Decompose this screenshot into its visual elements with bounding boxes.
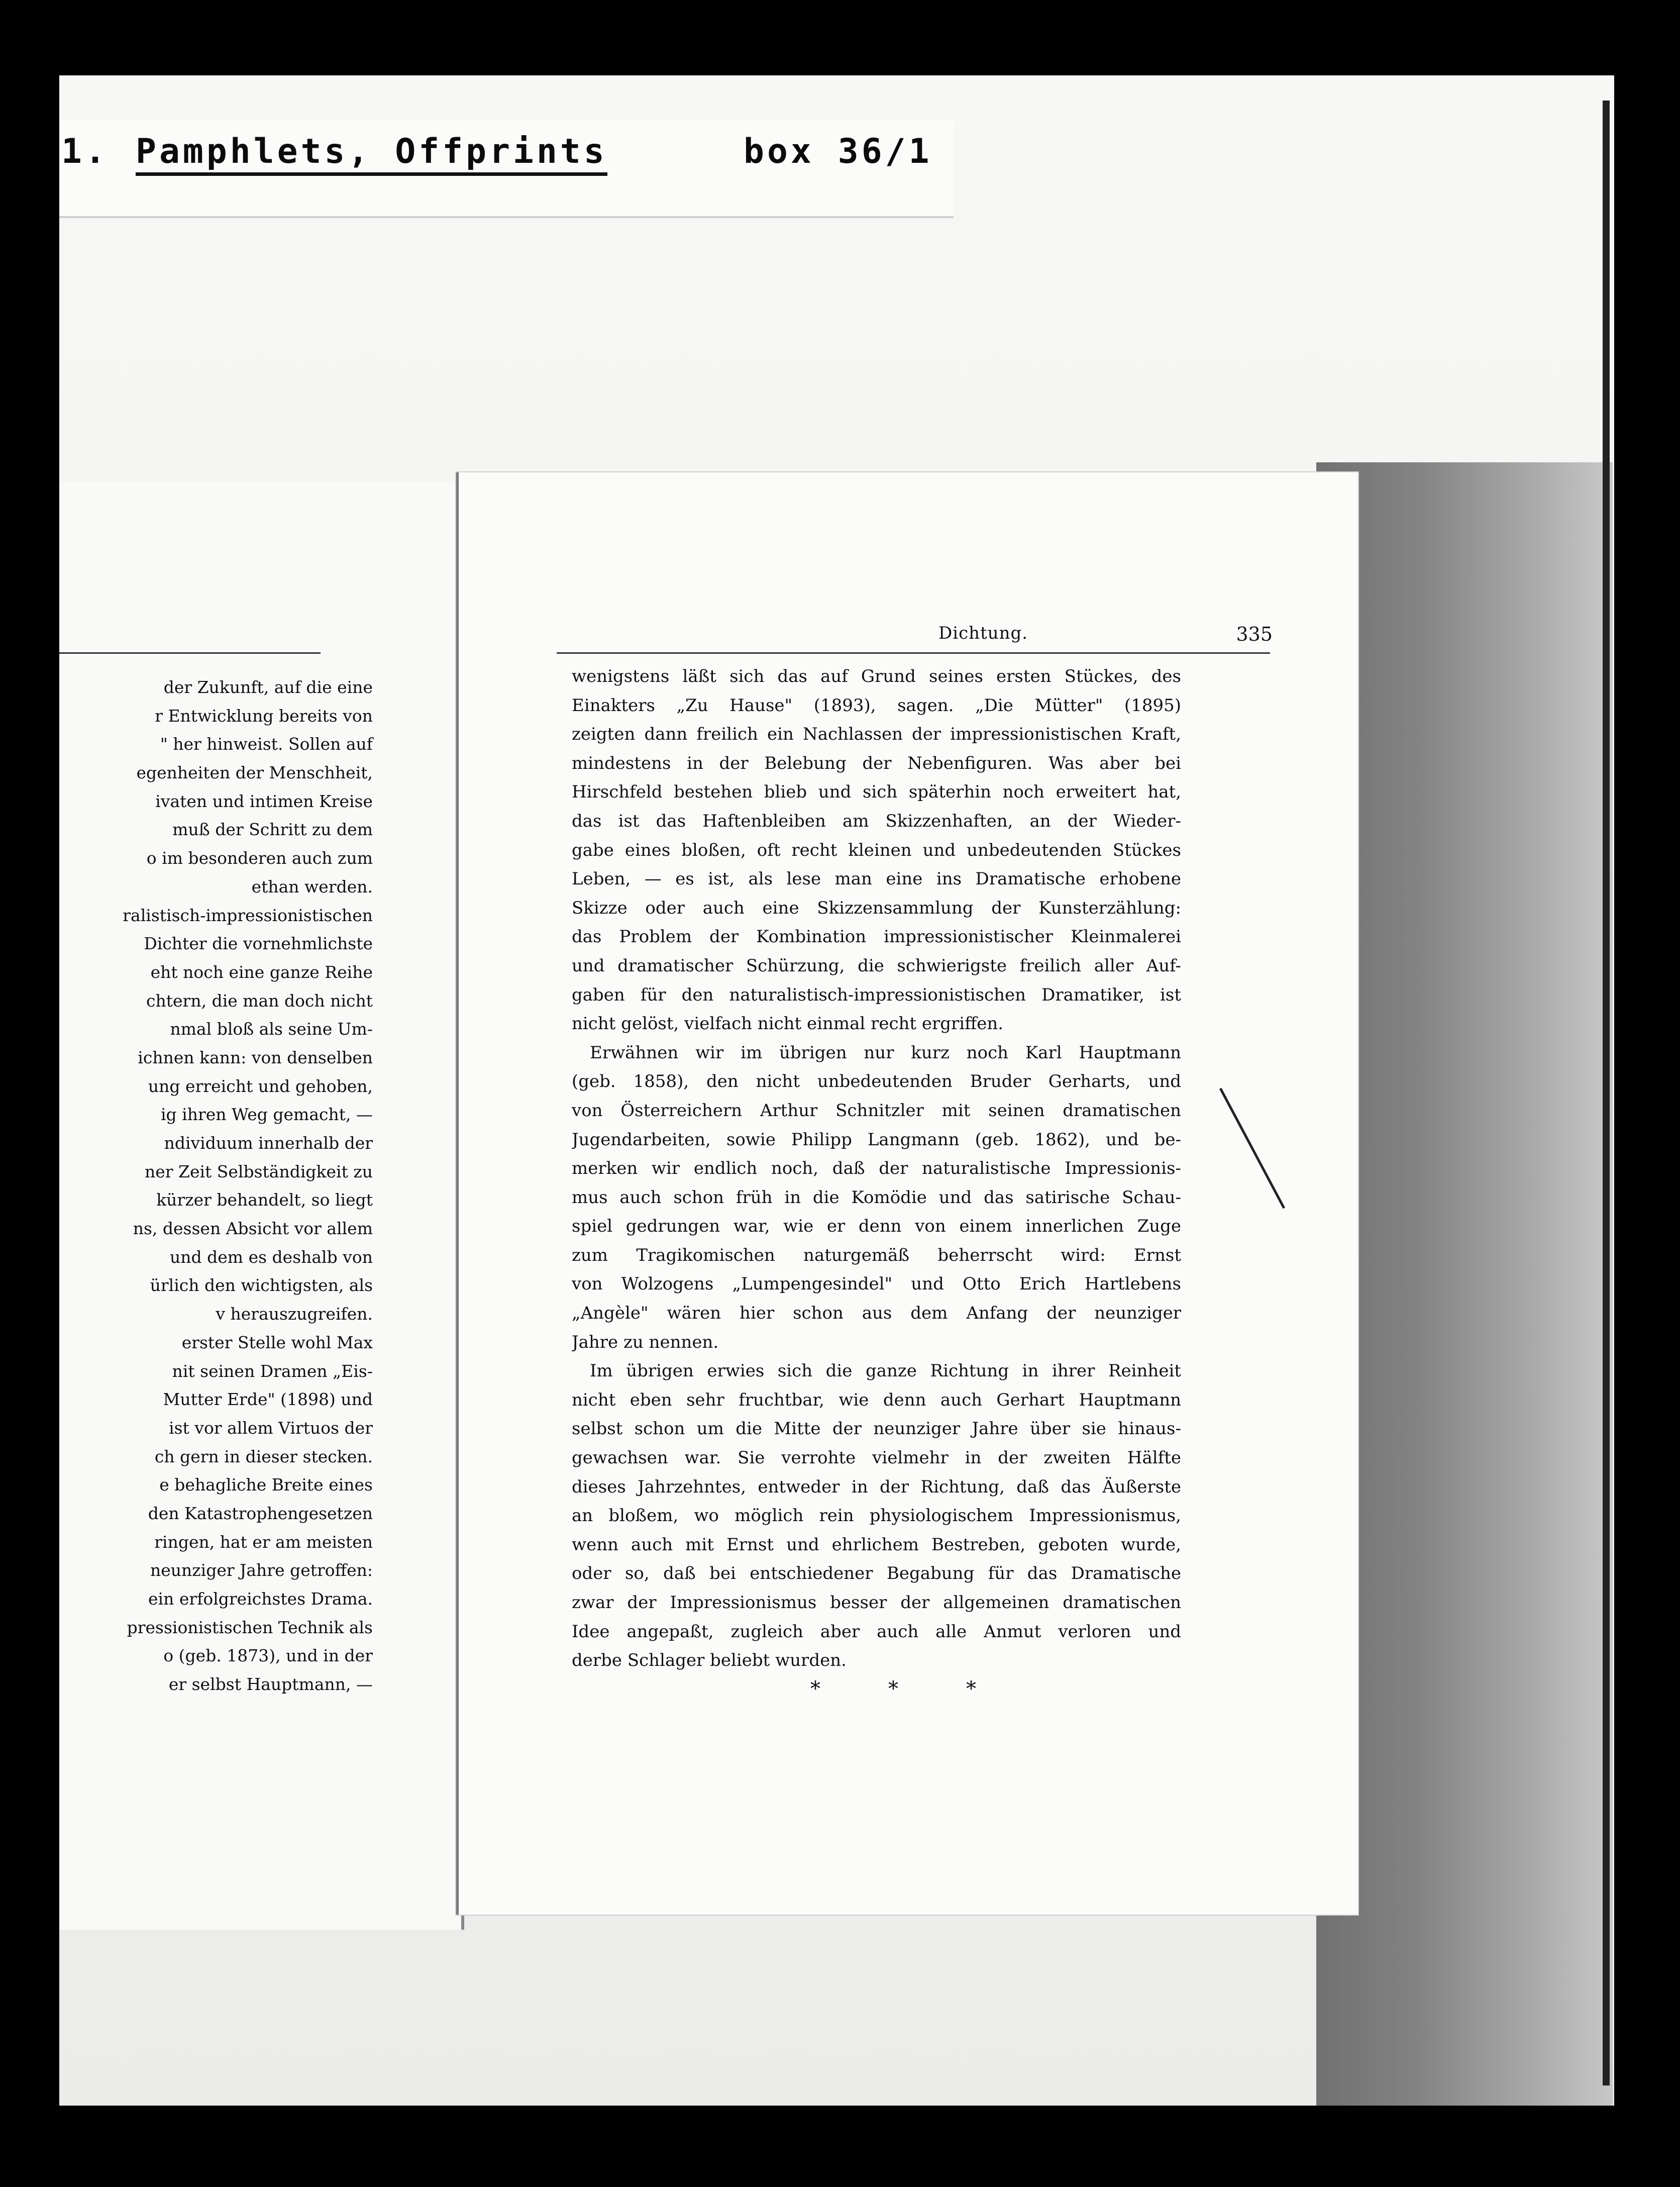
text-line: von Österreichern Arthur Schnitzler mit seinen dramatischen [572,1100,1181,1121]
text-line: derbe Schlager beliebt wurden. [572,1650,847,1671]
text-line: Jahre zu nennen. [572,1332,719,1352]
text-line: selbst schon um die Mitte der neunziger Jahre über sie hinaus- [572,1419,1181,1439]
text-line: Leben, — es ist, als lese man eine ins Dramatische erhobene [572,869,1181,889]
folder-edge [1603,101,1610,2085]
text-line: Erwähnen wir im übrigen nur kurz noch Karl Hauptmann [590,1042,1181,1063]
left-page-line: ung erreicht und gehoben, [148,1076,373,1096]
left-page-line: muß der Schritt zu dem [172,820,373,840]
left-page-line: ner Zeit Selbständigkeit zu [144,1161,373,1181]
left-page-line: und dem es deshalb von [170,1247,373,1267]
folder-shadow [1316,462,1613,2106]
text-line: zwar der Impressionismus besser der allgemeinen dramatischen [572,1593,1181,1613]
left-page-text [59,673,373,1699]
left-page-line: egenheiten der Menschheit, [136,763,373,783]
text-line: mindestens in der Belebung der Nebenfiguren. Was aber bei [572,753,1181,773]
left-page-line: o (geb. 1873), und in der [163,1646,373,1666]
text-line: wenigstens läßt sich das auf Grund seines ersten Stückes, des [572,666,1181,686]
left-page-line: ralistisch-impressionistischen [123,905,373,925]
left-page-line: r Entwicklung bereits von [155,706,373,726]
asterisk: * [810,1677,820,1701]
text-line: nicht gelöst, vielfach nicht einmal recht ergriffen. [572,1014,1004,1034]
text-line: gewachsen war. Sie verrohte vielmehr in der zweiten Hälfte [572,1448,1181,1468]
left-page-line: ch gern in dieser stecken. [154,1446,373,1466]
left-page-line: v herauszugreifen. [216,1304,373,1324]
text-line: Jugendarbeiten, sowie Philipp Langmann (geb. 1862), und be- [572,1129,1181,1150]
left-page-line: ist vor allem Virtuos der [169,1418,373,1438]
running-head-rule [557,652,1270,654]
left-page-line: er selbst Hauptmann, — [168,1674,373,1695]
left-page-line: eht noch eine ganze Reihe [150,962,373,982]
text-line: zeigten dann freilich ein Nachlassen der impressionistischen Kraft, [572,724,1181,745]
text-line: das Problem der Kombination impressionistischer Kleinmalerei [572,927,1181,947]
page-number: 335 [1236,623,1273,645]
left-page-line: der Zukunft, auf die eine [163,677,373,697]
left-page-line: pressionistischen Technik als [127,1617,373,1637]
left-page-line: chtern, die man doch nicht [146,990,373,1011]
left-page-line: ringen, hat er am meisten [154,1532,373,1552]
left-page-line: o im besonderen auch zum [146,848,373,868]
left-page-line: kürzer behandelt, so liegt [156,1190,373,1210]
left-page-line: " her hinweist. Sollen auf [160,734,373,754]
text-line: von Wolzogens „Lumpengesindel" und Otto Erich Hartlebens [572,1274,1181,1295]
text-line: Hirschfeld bestehen blieb und sich späterhin noch erweitert hat, [572,782,1181,803]
left-page-line: Dichter die vornehmlichste [144,934,373,954]
text-line: Skizze oder auch eine Skizzensammlung der Kunsterzählung: [572,898,1181,918]
text-line: „Angèle" wären hier schon aus dem Anfang der neunziger [572,1303,1181,1324]
archive-box-number: box 36/1 [744,132,932,171]
text-line: Idee angepaßt, zugleich aber auch alle Anmut verloren und [572,1621,1181,1642]
text-line: an bloßem, wo möglich rein physiologischem Impressionismus, [572,1506,1181,1526]
archive-label-title: Pamphlets, Offprints [136,132,607,176]
text-line: und dramatischer Schürzung, die schwierigste freilich aller Auf- [572,955,1181,976]
running-head [559,623,1273,648]
left-page-line: ichnen kann: von denselben [138,1047,373,1067]
text-line: oder so, daß bei entschiedener Begabung für das Dramatische [572,1563,1181,1584]
left-page-line: neunziger Jahre getroffen: [150,1560,373,1580]
text-line: Einakters „Zu Hause" (1893), sagen. „Die Mütter" (1895) [572,695,1181,716]
text-line: nicht eben sehr fruchtbar, wie denn auch Gerhart Hauptmann [572,1389,1181,1410]
text-line: wenn auch mit Ernst und ehrlichem Bestreben, geboten wurde, [572,1534,1181,1555]
asterisk: * [966,1677,976,1701]
text-line: das ist das Haftenbleiben am Skizzenhaften, an der Wieder- [572,811,1181,831]
left-page-line: ethan werden. [251,876,373,897]
archive-label-number: 1. [61,132,109,171]
left-clipped-page [59,482,464,1930]
left-page-line: ndividuum innerhalb der [164,1133,373,1153]
text-line: dieses Jahrzehntes, entweder in der Richtung, daß das Äußerste [572,1476,1181,1497]
text-line: zum Tragikomischen naturgemäß beherrscht wird: Ernst [572,1245,1181,1265]
running-head-title: Dichtung. [938,623,1028,643]
main-page-text [572,662,1181,1675]
text-line: Im übrigen erwies sich die ganze Richtung in ihrer Reinheit [590,1361,1181,1381]
left-page-line: Mutter Erde" (1898) und [163,1389,373,1410]
text-line: gabe eines bloßen, oft recht kleinen und unbedeutenden Stückes [572,840,1181,860]
left-page-line: erster Stelle wohl Max [181,1332,373,1352]
text-line: merken wir endlich noch, daß der naturalistische Impressionis- [572,1158,1181,1179]
left-page-line: nit seinen Dramen „Eis- [172,1361,373,1381]
left-page-line: ivaten und intimen Kreise [155,791,373,811]
left-page-line: ein erfolgreichstes Drama. [148,1589,373,1609]
text-line: mus auch schon früh in die Komödie und das satirische Schau- [572,1187,1181,1208]
left-page-line: ns, dessen Absicht vor allem [133,1219,373,1239]
left-page-line: ig ihren Weg gemacht, — [161,1105,373,1125]
left-page-line: e behagliche Breite eines [159,1475,373,1495]
asterisk: * [888,1677,898,1701]
main-page [456,472,1358,1915]
left-page-line: nmal bloß als seine Um- [170,1019,373,1039]
left-page-rule [59,652,321,654]
text-line: gaben für den naturalistisch-impressionistischen Dramatiker, ist [572,984,1181,1005]
text-line: spiel gedrungen war, wie er denn von einem innerlichen Zuge [572,1216,1181,1237]
left-page-line: ürlich den wichtigsten, als [150,1275,373,1296]
section-break-asterisks [810,1677,976,1701]
text-line: (geb. 1858), den nicht unbedeutenden Bruder Gerharts, und [572,1071,1181,1092]
left-page-line: den Katastrophengesetzen [148,1503,373,1523]
